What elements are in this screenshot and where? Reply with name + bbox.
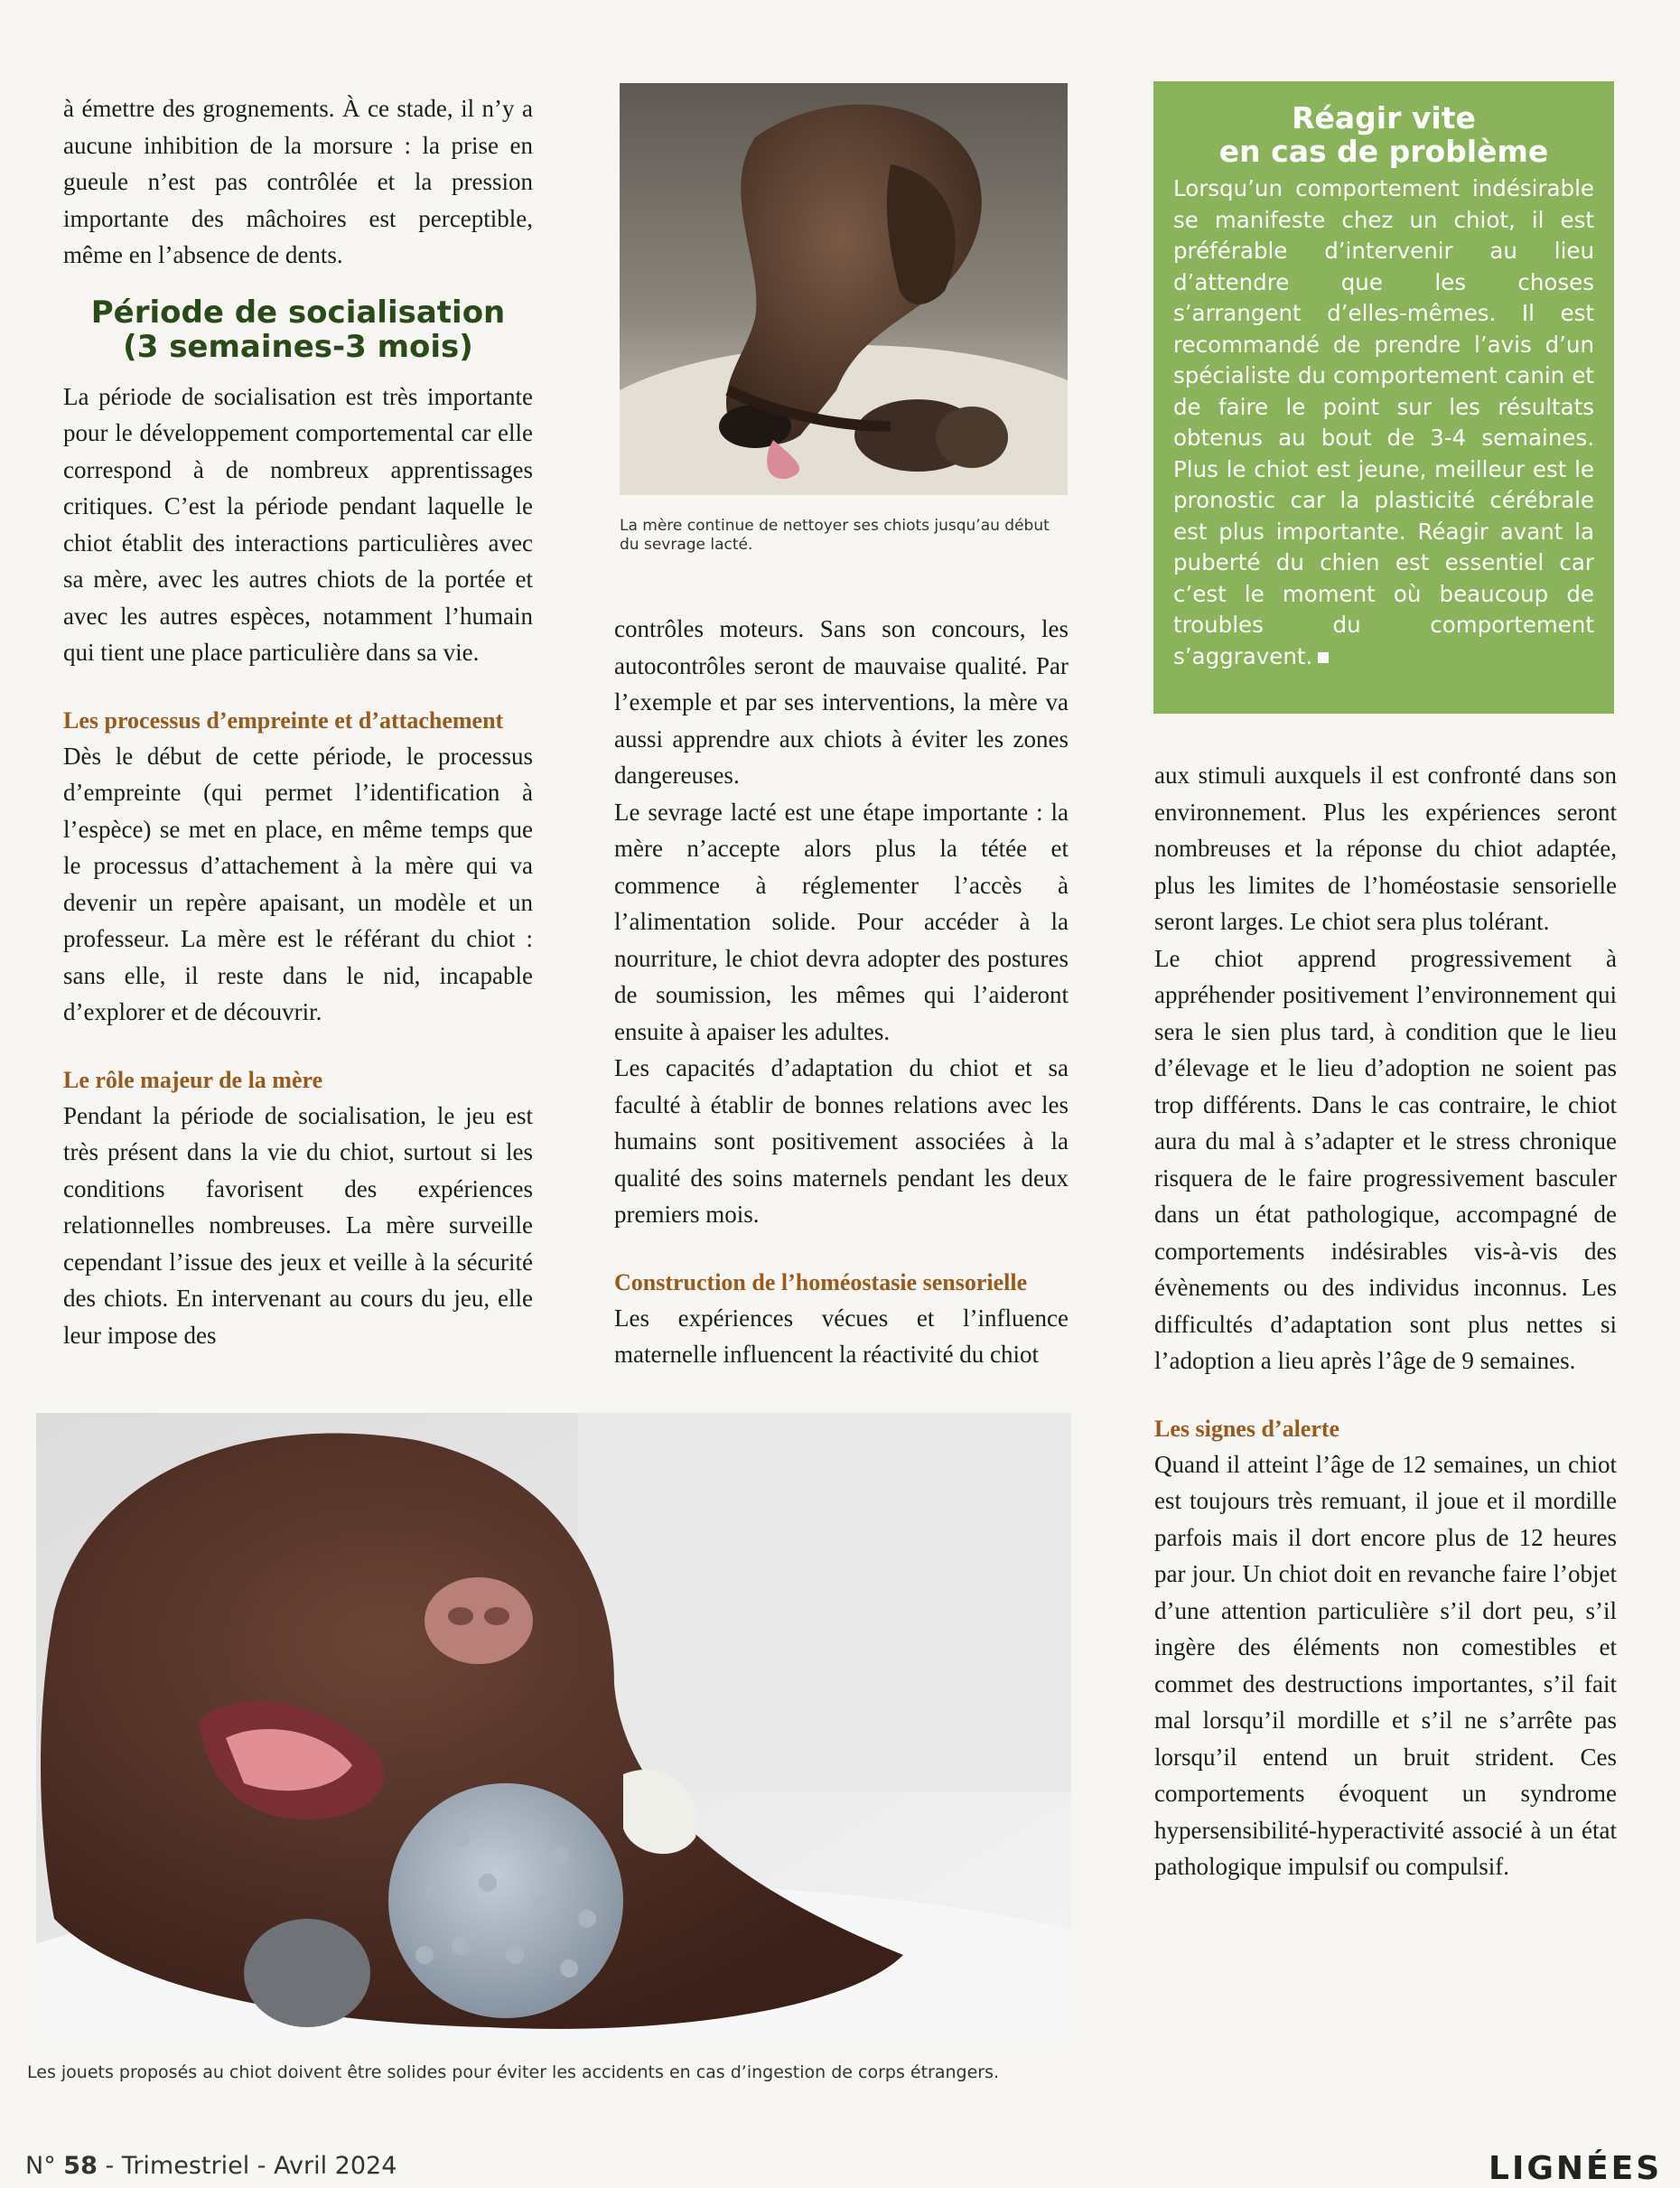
stimuli-paragraph: aux stimuli auxquels il est confronté dans son environnement. Plus les expériences seront nombreuses et la réponse du chiot adaptée, plus les limites de l’homéostasie sensorielle seront larges. Le chiot sera plus tolérant. <box>1154 762 1617 935</box>
sevrage-paragraph: Le sevrage lacté est une étape importante : la mère n’accepte alors plus la tétée et commence à réglementer l’accès à l’alimentation solide. Pour accéder à la nourriture, le chiot devra adopter des postures de soumission, les mêmes qui l’aideront ensuite à apaiser les adultes. <box>614 798 1069 1045</box>
alert-box-text <box>1173 173 1594 672</box>
alert-box-title-line2: en cas de problème <box>1218 134 1549 169</box>
magazine-logo: LIGNÉES <box>1489 2150 1663 2187</box>
section-heading-line2: (3 semaines-3 mois) <box>123 328 473 365</box>
environnement-paragraph: Le chiot apprend progressivement à appréhender positivement l’environnement qui sera le sien plus tard, à condition que le lieu d’élevage et le lieu d’adoption ne soient pas trop différents. Dans le cas contraire, le chiot aura du mal à s’adapter et le stress chronique risquera de le faire progressivement basculer dans un état pathologique, accompagné de comportements indésirables vis-à-vis des évènements ou des individus inconnus. Les difficultés d’adaptation sont plus nettes si l’adoption a lieu après l’âge de 9 semaines. <box>1154 944 1617 1374</box>
column-middle <box>614 611 1069 1373</box>
puppy-toy-illustration <box>36 1413 1071 2042</box>
end-square-icon <box>1318 652 1329 663</box>
homeostasie-paragraph: Les expériences vécues et l’influence maternelle influencent la réactivité du chiot <box>614 1304 1069 1368</box>
mother-dog-photo <box>620 83 1068 495</box>
subheading-signes-alerte: Les signes d’alerte <box>1154 1415 1340 1442</box>
puppy-toy-photo <box>36 1413 1071 2042</box>
section-heading <box>63 295 533 364</box>
adaptation-paragraph: Les capacités d’adaptation du chiot et sa faculté à établir de bonnes relations avec les humains sont positivement associées à la qualité des soins maternels pendant les deux premiers mois. <box>614 1054 1069 1228</box>
issue-details: - Trimestriel - Avril 2024 <box>105 2152 397 2180</box>
controles-paragraph: contrôles moteurs. Sans son concours, les autocontrôles seront de mauvaise qualité. Par l’exemple et par ses interventions, la mère va aussi apprendre aux chiots à éviter les zones dangereuses. <box>614 615 1069 789</box>
alert-box-text-content: Lorsqu’un comportement indésirable se manifeste chez un chiot, il est préférable d’intervenir au lieu d’attendre que les choses s’arrangent d’elles-mêmes. Il est recommandé de prendre l’avis d’un spécialiste du comportement canin et de faire le point sur les résultats obtenus au bout de 3-4 semaines. Plus le chiot est jeune, meilleur est le pronostic car la plasticité cérébrale est plus importante. Réagir avant la puberté du chien est essentiel car c’est le moment où beaucoup de troubles du comportement s’aggravent. <box>1173 175 1594 669</box>
subheading-empreinte: Les processus d’empreinte et d’attachement <box>63 706 504 734</box>
column-right <box>1154 757 1617 1885</box>
issue-prefix: N° <box>25 2152 56 2180</box>
mother-dog-illustration <box>620 83 1068 495</box>
subheading-homeostasie: Construction de l’homéostasie sensorielle <box>614 1268 1028 1295</box>
role-mere-paragraph: Pendant la période de socialisation, le jeu est très présent dans la vie du chiot, surtout si les conditions favorisent des expériences relationnelles nombreuses. La mère surveille cependant l’issue des jeux et veille à la sécurité des chiots. En intervenant au cours du jeu, elle leur impose des <box>63 1101 533 1349</box>
subheading-role-mere: Le rôle majeur de la mère <box>63 1066 323 1093</box>
signes-alerte-paragraph: Quand il atteint l’âge de 12 semaines, un chiot est toujours très remuant, il joue et il mordille parfois mais il dort encore plus de 12 heures par jour. Un chiot doit en revanche faire l’objet d’une attention particulière s’il dort peu, s’il ingère des éléments non comestibles et commet des destructions importantes, s’il fait mal lorsqu’il mordille et s’il ne s’arrête pas lorsqu’il entend un bruit strident. Ces comportements évoquent un syndrome hypersensibilité-hyperactivité associé à un état pathologique impulsif ou compulsif. <box>1154 1450 1617 1880</box>
empreinte-paragraph: Dès le début de cette période, le processus d’empreinte (qui permet l’identification à l’espèce) se met en place, en même temps que le processus d’attachement à la mère qui va devenir un repère apaisant, un modèle et un professeur. La mère est le référant du chiot : sans elle, il reste dans le nid, incapable d’explorer et de découvrir. <box>63 742 533 1025</box>
column-left <box>63 90 533 1353</box>
alert-box <box>1153 81 1614 714</box>
mother-dog-caption: La mère continue de nettoyer ses chiots jusqu’au début du sevrage lacté. <box>620 517 1050 554</box>
section-heading-line1: Période de socialisation <box>90 294 506 331</box>
intro-paragraph: à émettre des grognements. À ce stade, il n’y a aucune inhibition de la morsure : la prise en gueule n’est pas contrôlée et la pression importante des mâchoires est perceptible, même en l’absence de dents. <box>63 95 533 268</box>
socialisation-paragraph: La période de socialisation est très importante pour le développement comportemental car elle correspond à de nombreux apprentissages critiques. C’est la période pendant laquelle le chiot établit des interactions particulières avec sa mère, avec les autres chiots de la portée et avec les autres espèces, notamment l’humain qui tient une place particulière dans sa vie. <box>63 382 533 666</box>
alert-box-title <box>1173 101 1594 168</box>
alert-box-title-line1: Réagir vite <box>1292 100 1476 136</box>
issue-number: 58 <box>63 2152 98 2180</box>
puppy-toy-caption: Les jouets proposés au chiot doivent être solides pour éviter les accidents en cas d’ingestion de corps étrangers. <box>27 2062 1000 2082</box>
issue-footer <box>25 2152 397 2180</box>
